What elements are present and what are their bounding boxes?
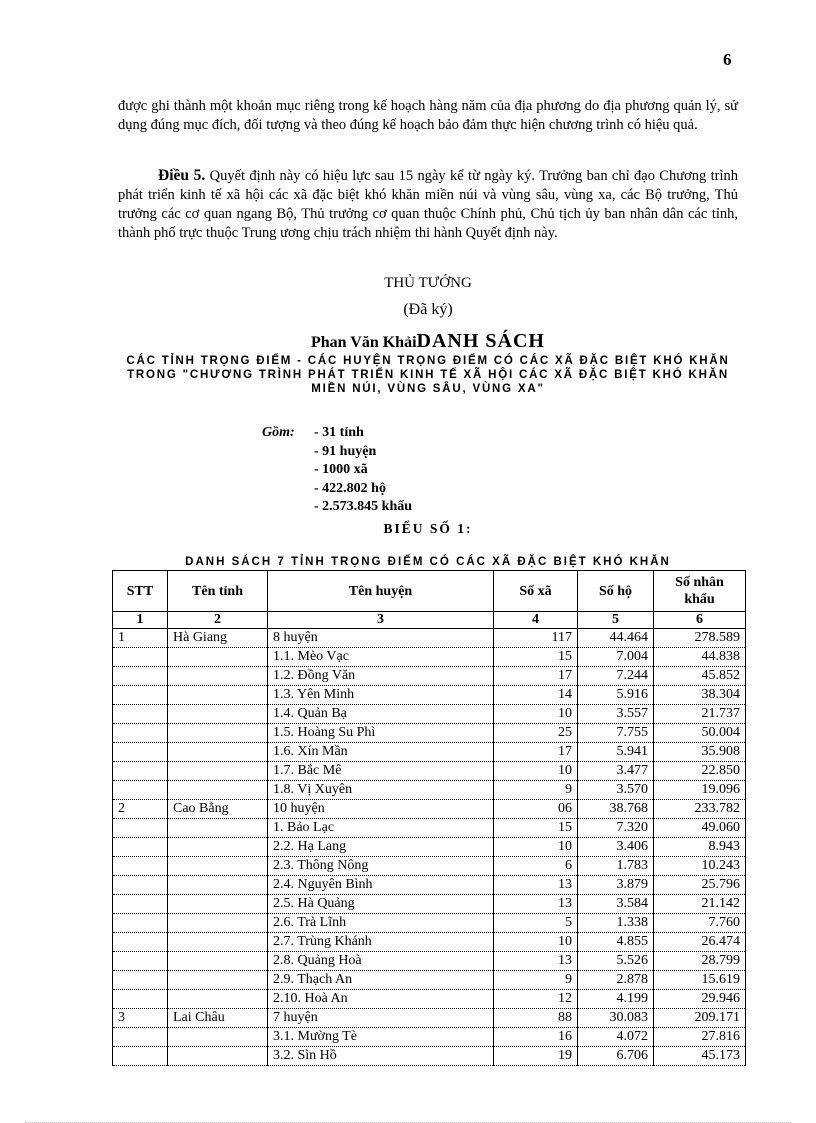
cell-households: 38.768: [578, 800, 654, 819]
page-number: 6: [723, 50, 732, 69]
cell-province: [168, 762, 268, 781]
cell-households: 1.338: [578, 914, 654, 933]
cell-communes: 15: [494, 819, 578, 838]
cell-households: 4.199: [578, 990, 654, 1009]
cell-communes: 88: [494, 1009, 578, 1028]
cell-district: 2.5. Hà Quảng: [268, 895, 494, 914]
cell-province: [168, 933, 268, 952]
cell-stt: [113, 857, 168, 876]
table-row: [113, 933, 746, 952]
cell-households: 4.072: [578, 1028, 654, 1047]
cell-communes: 10: [494, 933, 578, 952]
cell-communes: 13: [494, 952, 578, 971]
cell-province: [168, 819, 268, 838]
cell-province: [168, 876, 268, 895]
cell-population: 49.060: [654, 819, 746, 838]
cell-population: 29.946: [654, 990, 746, 1009]
paragraph-continuation: được ghi thành một khoản mục riêng trong kế hoạch hàng năm của địa phương do địa phương quản lý, sử dụng đúng mục đích, đối tượng và theo đúng kế hoạch bảo đảm thực hiện chương trình có hiệu quả.: [118, 98, 738, 133]
cell-district: 2.10. Hoà An: [268, 990, 494, 1009]
cell-stt: [113, 952, 168, 971]
summary-list: [314, 424, 514, 517]
cell-district: 3.1. Mường Tè: [268, 1028, 494, 1047]
cell-population: 10.243: [654, 857, 746, 876]
cell-province: [168, 952, 268, 971]
document-title: DANH SÁCH: [416, 330, 545, 352]
cell-district: 1.7. Bắc Mê: [268, 762, 494, 781]
sheet-title: BIỂU SỐ 1:: [383, 521, 473, 536]
cell-population: 38.304: [654, 686, 746, 705]
summary-item: - 91 huyện: [314, 443, 377, 459]
cell-households: 4.855: [578, 933, 654, 952]
cell-province: [168, 648, 268, 667]
cell-households: 7.320: [578, 819, 654, 838]
cell-communes: 6: [494, 857, 578, 876]
cell-province: [168, 914, 268, 933]
cell-stt: 3: [113, 1009, 168, 1028]
cell-population: 209.171: [654, 1009, 746, 1028]
table-row: [113, 838, 746, 857]
table-row: [113, 724, 746, 743]
cell-district: 1. Bảo Lạc: [268, 819, 494, 838]
column-header-province: Tên tỉnh: [168, 571, 268, 612]
table-body: [113, 629, 746, 1066]
table-row: [113, 952, 746, 971]
cell-population: 21.142: [654, 895, 746, 914]
cell-population: 26.474: [654, 933, 746, 952]
paragraph-article-5: [118, 166, 738, 243]
cell-province: [168, 781, 268, 800]
cell-population: 44.838: [654, 648, 746, 667]
cell-province: [168, 971, 268, 990]
column-header-stt: STT: [113, 571, 168, 612]
table-row: [113, 743, 746, 762]
cell-stt: [113, 1047, 168, 1066]
column-number: 4: [494, 612, 578, 629]
cell-district: 1.5. Hoàng Su Phì: [268, 724, 494, 743]
column-number: 5: [578, 612, 654, 629]
cell-province: [168, 857, 268, 876]
cell-province: [168, 667, 268, 686]
cell-households: 7.244: [578, 667, 654, 686]
cell-households: 5.526: [578, 952, 654, 971]
cell-population: 19.096: [654, 781, 746, 800]
cell-communes: 9: [494, 971, 578, 990]
cell-district: 2.9. Thạch An: [268, 971, 494, 990]
cell-households: 6.706: [578, 1047, 654, 1066]
cell-district: 1.1. Mèo Vạc: [268, 648, 494, 667]
cell-district: 2.8. Quảng Hoà: [268, 952, 494, 971]
cell-households: 44.464: [578, 629, 654, 648]
signature-note: (Đã ký): [403, 301, 453, 318]
cell-district: 2.7. Trùng Khánh: [268, 933, 494, 952]
cell-households: 3.879: [578, 876, 654, 895]
cell-communes: 10: [494, 762, 578, 781]
cell-stt: [113, 819, 168, 838]
cell-district: 7 huyện: [268, 1009, 494, 1028]
cell-stt: [113, 933, 168, 952]
cell-population: 278.589: [654, 629, 746, 648]
table-row: [113, 895, 746, 914]
cell-households: 1.783: [578, 857, 654, 876]
cell-communes: 13: [494, 895, 578, 914]
cell-stt: [113, 990, 168, 1009]
signature-title: THỦ TƯỚNG: [384, 275, 472, 291]
summary-label: Gồm:: [262, 425, 295, 440]
table-row: [113, 971, 746, 990]
cell-communes: 10: [494, 838, 578, 857]
cell-stt: [113, 686, 168, 705]
cell-households: 3.570: [578, 781, 654, 800]
cell-communes: 117: [494, 629, 578, 648]
table-header-row: [113, 571, 746, 612]
cell-district: 1.2. Đồng Văn: [268, 667, 494, 686]
cell-population: 27.816: [654, 1028, 746, 1047]
cell-communes: 17: [494, 743, 578, 762]
cell-population: 22.850: [654, 762, 746, 781]
cell-communes: 17: [494, 667, 578, 686]
cell-communes: 16: [494, 1028, 578, 1047]
cell-households: 3.557: [578, 705, 654, 724]
cell-population: 15.619: [654, 971, 746, 990]
cell-households: 3.406: [578, 838, 654, 857]
table-row: [113, 762, 746, 781]
cell-communes: 12: [494, 990, 578, 1009]
cell-stt: [113, 705, 168, 724]
article-5-body: Quyết định này có hiệu lực sau 15 ngày kể từ ngày ký. Trưởng ban chỉ đạo Chương trình phát triển kinh tế xã hội các xã đặc biệt khó khăn miền núi và vùng sâu, vùng xa, các Bộ trưởng, Thủ trưởng các cơ quan ngang Bộ, Thủ trưởng cơ quan thuộc Chính phủ, Chủ tịch ủy ban nhân dân các tỉnh, thành phố trực thuộc Trung ương chịu trách nhiệm thi hành Quyết định này.: [118, 168, 739, 241]
summary-item: - 422.802 hộ: [314, 480, 386, 496]
cell-communes: 10: [494, 705, 578, 724]
column-number: 1: [113, 612, 168, 629]
cell-province: Cao Bằng: [168, 800, 268, 819]
cell-province: [168, 990, 268, 1009]
cell-stt: [113, 876, 168, 895]
cell-stt: [113, 895, 168, 914]
cell-households: 5.916: [578, 686, 654, 705]
cell-stt: 2: [113, 800, 168, 819]
article-5-heading: Điều 5.: [158, 167, 206, 184]
cell-households: 30.083: [578, 1009, 654, 1028]
cell-communes: 9: [494, 781, 578, 800]
cell-households: 3.584: [578, 895, 654, 914]
districts-table: [112, 570, 746, 1066]
cell-district: 1.4. Quản Bạ: [268, 705, 494, 724]
cell-population: 45.173: [654, 1047, 746, 1066]
cell-district: 2.3. Thông Nông: [268, 857, 494, 876]
table-row: [113, 686, 746, 705]
cell-population: 50.004: [654, 724, 746, 743]
cell-households: 3.477: [578, 762, 654, 781]
summary-item: - 2.573.845 khẩu: [314, 499, 413, 514]
cell-stt: [113, 914, 168, 933]
cell-communes: 19: [494, 1047, 578, 1066]
table-row: [113, 648, 746, 667]
column-header-population: Số nhân khẩu: [654, 571, 746, 612]
cell-stt: [113, 1028, 168, 1047]
table-row: [113, 1009, 746, 1028]
column-number: 6: [654, 612, 746, 629]
table-title: DANH SÁCH 7 TỈNH TRỌNG ĐIỂM CÓ CÁC XÃ ĐẶC BIỆT KHÓ KHĂN: [185, 556, 671, 568]
signer-name: Phan Văn Khải: [311, 334, 417, 351]
cell-communes: 14: [494, 686, 578, 705]
table-row: [113, 857, 746, 876]
cell-province: [168, 705, 268, 724]
cell-communes: 06: [494, 800, 578, 819]
table-row: [113, 1047, 746, 1066]
cell-stt: [113, 667, 168, 686]
cell-stt: [113, 648, 168, 667]
cell-stt: [113, 724, 168, 743]
column-number: 2: [168, 612, 268, 629]
cell-population: 7.760: [654, 914, 746, 933]
cell-stt: 1: [113, 629, 168, 648]
cell-communes: 15: [494, 648, 578, 667]
column-header-district: Tên huyện: [268, 571, 494, 612]
cell-province: [168, 838, 268, 857]
cell-stt: [113, 743, 168, 762]
summary-item: - 1000 xã: [314, 462, 368, 477]
cell-households: 7.755: [578, 724, 654, 743]
column-header-households: Số hộ: [578, 571, 654, 612]
cell-district: 2.6. Trà Lĩnh: [268, 914, 494, 933]
table-row: [113, 781, 746, 800]
cell-province: Hà Giang: [168, 629, 268, 648]
table-row: [113, 876, 746, 895]
cell-population: 25.796: [654, 876, 746, 895]
cell-communes: 25: [494, 724, 578, 743]
cell-population: 45.852: [654, 667, 746, 686]
cell-communes: 13: [494, 876, 578, 895]
table-row: [113, 800, 746, 819]
cell-stt: [113, 971, 168, 990]
column-header-communes: Số xã: [494, 571, 578, 612]
table-row: [113, 1028, 746, 1047]
column-number-row: [113, 612, 746, 629]
cell-district: 1.3. Yên Minh: [268, 686, 494, 705]
cell-communes: 5: [494, 914, 578, 933]
cell-province: Lai Châu: [168, 1009, 268, 1028]
cell-population: 8.943: [654, 838, 746, 857]
cell-population: 28.799: [654, 952, 746, 971]
cell-district: 1.6. Xín Mần: [268, 743, 494, 762]
cell-households: 5.941: [578, 743, 654, 762]
table-row: [113, 667, 746, 686]
document-subtitle: CÁC TỈNH TRỌNG ĐIỂM - CÁC HUYỆN TRỌNG ĐIỂM CÓ CÁC XÃ ĐẶC BIỆT KHÓ KHĂN TRONG "CHƯƠNG TRÌNH PHÁT TRIỂN KINH TẾ XÃ HỘI CÁC XÃ ĐẶC BIỆT KHÓ KHĂN MIỀN NÚI, VÙNG SÂU, VÙNG XA": [126, 355, 730, 395]
cell-province: [168, 724, 268, 743]
summary-item: - 31 tỉnh: [314, 425, 364, 440]
signature-title-line: [118, 330, 738, 353]
cell-district: 3.2. Sìn Hồ: [268, 1047, 494, 1066]
table-row: [113, 705, 746, 724]
table-row: [113, 819, 746, 838]
cell-households: 7.004: [578, 648, 654, 667]
cell-province: [168, 895, 268, 914]
cell-district: 2.4. Nguyên Bình: [268, 876, 494, 895]
cell-province: [168, 1047, 268, 1066]
cell-population: 21.737: [654, 705, 746, 724]
table-row: [113, 990, 746, 1009]
column-number: 3: [268, 612, 494, 629]
cell-population: 233.782: [654, 800, 746, 819]
cell-province: [168, 1028, 268, 1047]
table-row: [113, 629, 746, 648]
cell-district: 2.2. Hạ Lang: [268, 838, 494, 857]
cell-stt: [113, 762, 168, 781]
cell-district: 8 huyện: [268, 629, 494, 648]
cell-district: 10 huyện: [268, 800, 494, 819]
cell-stt: [113, 781, 168, 800]
cell-stt: [113, 838, 168, 857]
cell-province: [168, 743, 268, 762]
table-row: [113, 914, 746, 933]
cell-population: 35.908: [654, 743, 746, 762]
cell-district: 1.8. Vị Xuyên: [268, 781, 494, 800]
cell-households: 2.878: [578, 971, 654, 990]
cell-province: [168, 686, 268, 705]
